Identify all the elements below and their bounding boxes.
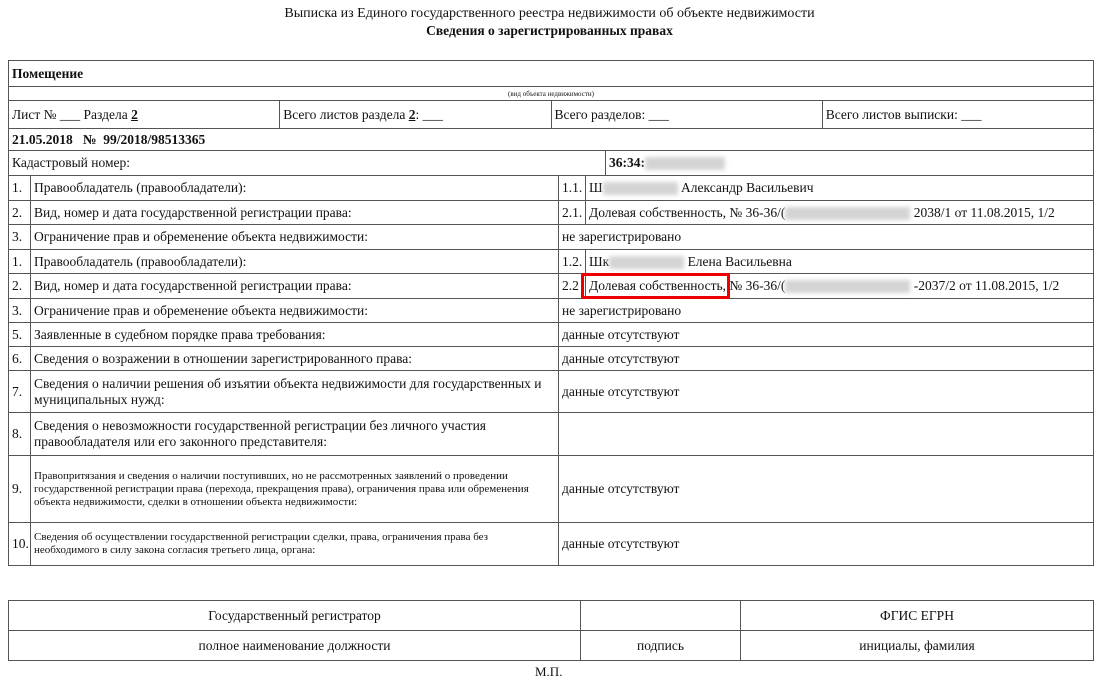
stamp-placeholder: М.П. <box>535 664 563 679</box>
row-value <box>559 413 1094 456</box>
object-type: Помещение <box>9 61 1094 87</box>
row-number: 1. <box>9 250 31 274</box>
row-label: Правообладатель (правообладатели): <box>31 176 559 201</box>
row-value: данные отсутствуют <box>559 323 1094 347</box>
row-number: 3. <box>9 225 31 250</box>
document-subtitle: Сведения о зарегистрированных правах <box>426 23 673 38</box>
cadastral-label: Кадастровый номер: <box>9 151 606 176</box>
table-row <box>9 413 1094 456</box>
row-subnumber: 2.1. <box>559 201 586 225</box>
registrar-position: Государственный регистратор <box>9 601 581 631</box>
redacted-text <box>785 207 910 220</box>
table-row <box>9 347 1094 371</box>
row-label: Сведения о наличии решения об изъятии объекта недвижимости для государственных и муниципальных нужд: <box>31 371 559 413</box>
table-row <box>9 371 1094 413</box>
row-label: Сведения о невозможности государственной регистрации без личного участия правообладателя или его законного представителя: <box>31 413 559 456</box>
row-label: Вид, номер и дата государственной регистрации права: <box>31 274 559 299</box>
row-label: Правообладатель (правообладатели): <box>31 250 559 274</box>
row-label: Вид, номер и дата государственной регистрации права: <box>31 201 559 225</box>
total-sections: Всего разделов: ___ <box>551 101 822 129</box>
header-table <box>8 60 1094 151</box>
row-value: Долевая собственность, № 36-36/( -2037/2 от 11.08.2015, 1/2 <box>586 274 1094 299</box>
document-title: Выписка из Единого государственного реестра недвижимости об объекте недвижимости <box>284 6 815 21</box>
row-label: Ограничение прав и обременение объекта недвижимости: <box>31 299 559 323</box>
signature-caption: подпись <box>581 631 741 661</box>
row-number: 2. <box>9 201 31 225</box>
table-row <box>9 523 1094 566</box>
redacted-text <box>785 280 910 293</box>
table-row <box>9 274 1094 299</box>
row-label: Сведения о возражении в отношении зарегистрированного права: <box>31 347 559 371</box>
row-value: не зарегистрировано <box>559 225 1094 250</box>
row-label: Ограничение прав и обременение объекта недвижимости: <box>31 225 559 250</box>
table-row <box>9 225 1094 250</box>
highlighted-text: Долевая собственность, <box>589 278 727 293</box>
row-number: 2. <box>9 274 31 299</box>
cadastral-number: 36:34: <box>606 151 1094 176</box>
table-row <box>9 201 1094 225</box>
row-number: 7. <box>9 371 31 413</box>
row-label: Сведения об осуществлении государственной регистрации сделки, права, ограничения права без необходимого в силу закона согласия третьего лица, органа: <box>31 523 559 566</box>
total-extract-sheets: Всего листов выписки: ___ <box>822 101 1093 129</box>
row-value: Ш Александр Васильевич <box>586 176 1094 201</box>
section-sheets: Всего листов раздела 2: ___ <box>280 101 551 129</box>
signature-cell <box>581 601 741 631</box>
row-subnumber: 1.1. <box>559 176 586 201</box>
name-caption: инициалы, фамилия <box>741 631 1094 661</box>
document-date-number: 21.05.2018 № 99/2018/98513365 <box>9 129 1094 151</box>
row-number: 8. <box>9 413 31 456</box>
row-number: 5. <box>9 323 31 347</box>
table-row <box>9 323 1094 347</box>
registrar-system: ФГИС ЕГРН <box>741 601 1094 631</box>
row-number: 9. <box>9 456 31 523</box>
row-value: данные отсутствуют <box>559 371 1094 413</box>
row-value: данные отсутствуют <box>559 347 1094 371</box>
table-row <box>9 176 1094 201</box>
row-label: Правопритязания и сведения о наличии поступивших, но не рассмотренных заявлений о проведении государственной регистрации права (перехода, прекращения права), ограничения права или обременения объекта недвижимости, сделки в отношении объекта недвижимости: <box>31 456 559 523</box>
redacted-text <box>609 256 684 269</box>
table-row <box>9 250 1094 274</box>
redacted-text <box>603 182 678 195</box>
table-row <box>9 456 1094 523</box>
table-row <box>9 299 1094 323</box>
row-value: не зарегистрировано <box>559 299 1094 323</box>
signature-table <box>8 600 1094 661</box>
position-caption: полное наименование должности <box>9 631 581 661</box>
row-subnumber: 1.2. <box>559 250 586 274</box>
object-type-caption: (вид объекта недвижимости) <box>9 87 1094 101</box>
row-number: 10. <box>9 523 31 566</box>
row-number: 1. <box>9 176 31 201</box>
sheet-number: Лист № ___ Раздела 2 <box>9 101 280 129</box>
row-value: Шк Елена Васильевна <box>586 250 1094 274</box>
row-value: данные отсутствуют <box>559 523 1094 566</box>
rights-table <box>8 175 1094 566</box>
row-label: Заявленные в судебном порядке права требования: <box>31 323 559 347</box>
row-value: данные отсутствуют <box>559 456 1094 523</box>
cadastral-table <box>8 150 1094 176</box>
row-number: 6. <box>9 347 31 371</box>
row-number: 3. <box>9 299 31 323</box>
row-value: Долевая собственность, № 36-36/( 2038/1 от 11.08.2015, 1/2 <box>586 201 1094 225</box>
row-subnumber: 2.2 <box>559 274 586 299</box>
